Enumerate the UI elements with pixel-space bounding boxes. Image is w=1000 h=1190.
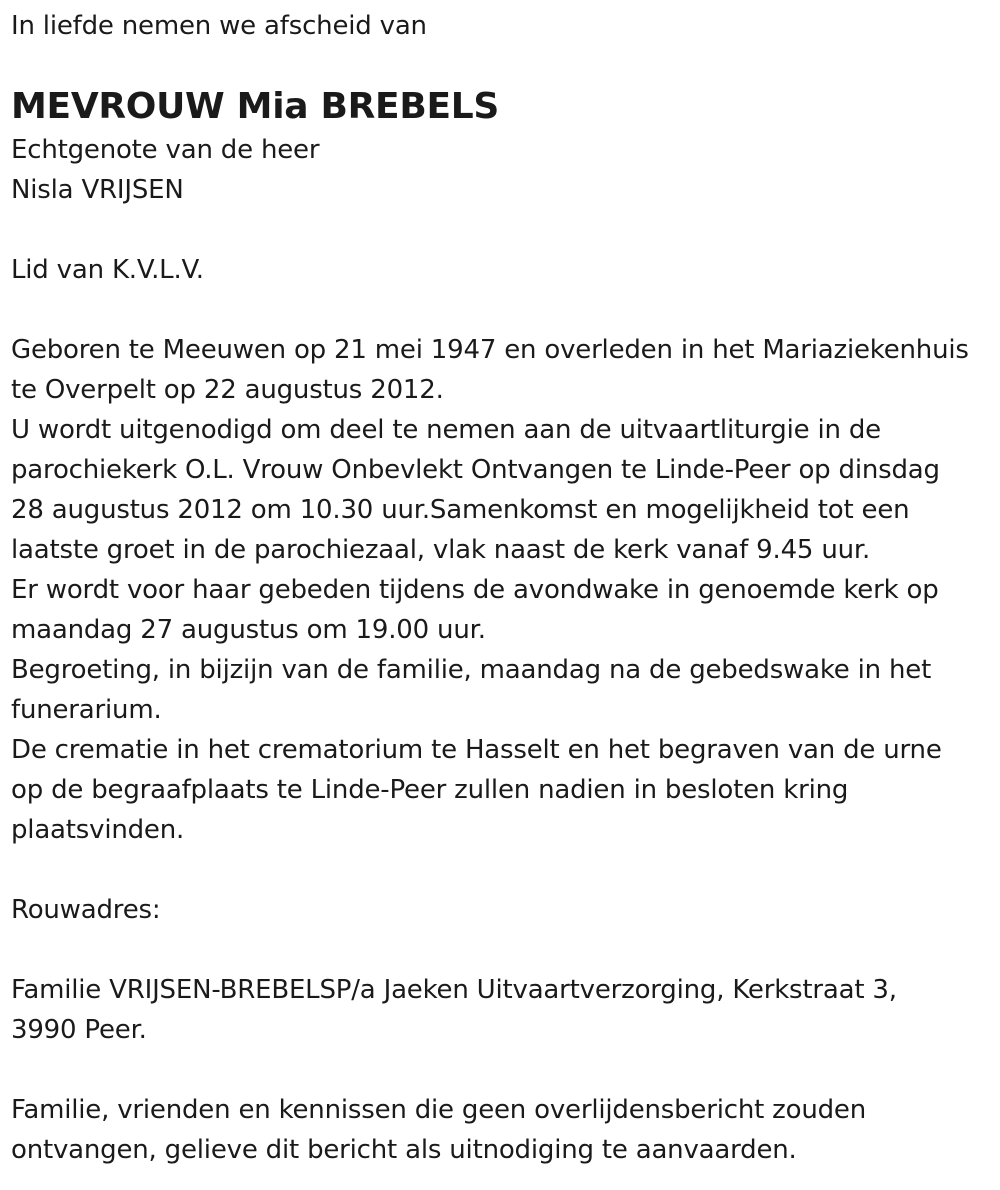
body-line: op de begraafplaats te Linde-Peer zullen nadien in besloten kring	[11, 775, 849, 805]
spacer	[11, 210, 996, 250]
body-line: maandag 27 augustus om 19.00 uur.	[11, 615, 486, 645]
body-paragraph	[11, 330, 996, 850]
spouse-line-1: Echtgenote van de heer	[11, 135, 320, 165]
body-line: te Overpelt op 22 augustus 2012.	[11, 375, 444, 405]
obituary-notice	[11, 6, 996, 1170]
spacer	[11, 850, 996, 890]
spacer	[11, 930, 996, 970]
body-line: plaatsvinden.	[11, 815, 185, 845]
address-line: 3990 Peer.	[11, 1015, 147, 1045]
address-line: Familie VRIJSEN-BREBELSP/a Jaeken Uitvaartverzorging, Kerkstraat 3,	[11, 975, 897, 1005]
membership-text: Lid van K.V.L.V.	[11, 255, 204, 285]
body-line: De crematie in het crematorium te Hasselt en het begraven van de urne	[11, 735, 942, 765]
body-line: parochiekerk O.L. Vrouw Onbevlekt Ontvangen te Linde-Peer op dinsdag	[11, 455, 940, 485]
spouse-line-2: Nisla VRIJSEN	[11, 175, 184, 205]
body-line: Begroeting, in bijzijn van de familie, maandag na de gebedswake in het	[11, 655, 932, 685]
body-line: Er wordt voor haar gebeden tijdens de avondwake in genoemde kerk op	[11, 575, 939, 605]
body-line: funerarium.	[11, 695, 162, 725]
body-line: U wordt uitgenodigd om deel te nemen aan de uitvaartliturgie in de	[11, 415, 881, 445]
deceased-name: MEVROUW Mia BREBELS	[11, 86, 500, 127]
address-block	[11, 970, 996, 1050]
closing-line: ontvangen, gelieve dit bericht als uitnodiging te aanvaarden.	[11, 1135, 797, 1165]
body-line: laatste groet in de parochiezaal, vlak naast de kerk vanaf 9.45 uur.	[11, 535, 871, 565]
closing-block	[11, 1090, 996, 1170]
spacer	[11, 1050, 996, 1090]
closing-line: Familie, vrienden en kennissen die geen overlijdensbericht zouden	[11, 1095, 866, 1125]
intro-text: In liefde nemen we afscheid van	[11, 11, 427, 41]
body-line: Geboren te Meeuwen op 21 mei 1947 en overleden in het Mariaziekenhuis	[11, 335, 969, 365]
address-label: Rouwadres:	[11, 895, 161, 925]
body-line: 28 augustus 2012 om 10.30 uur.Samenkomst en mogelijkheid tot een	[11, 495, 910, 525]
spacer	[11, 290, 996, 330]
